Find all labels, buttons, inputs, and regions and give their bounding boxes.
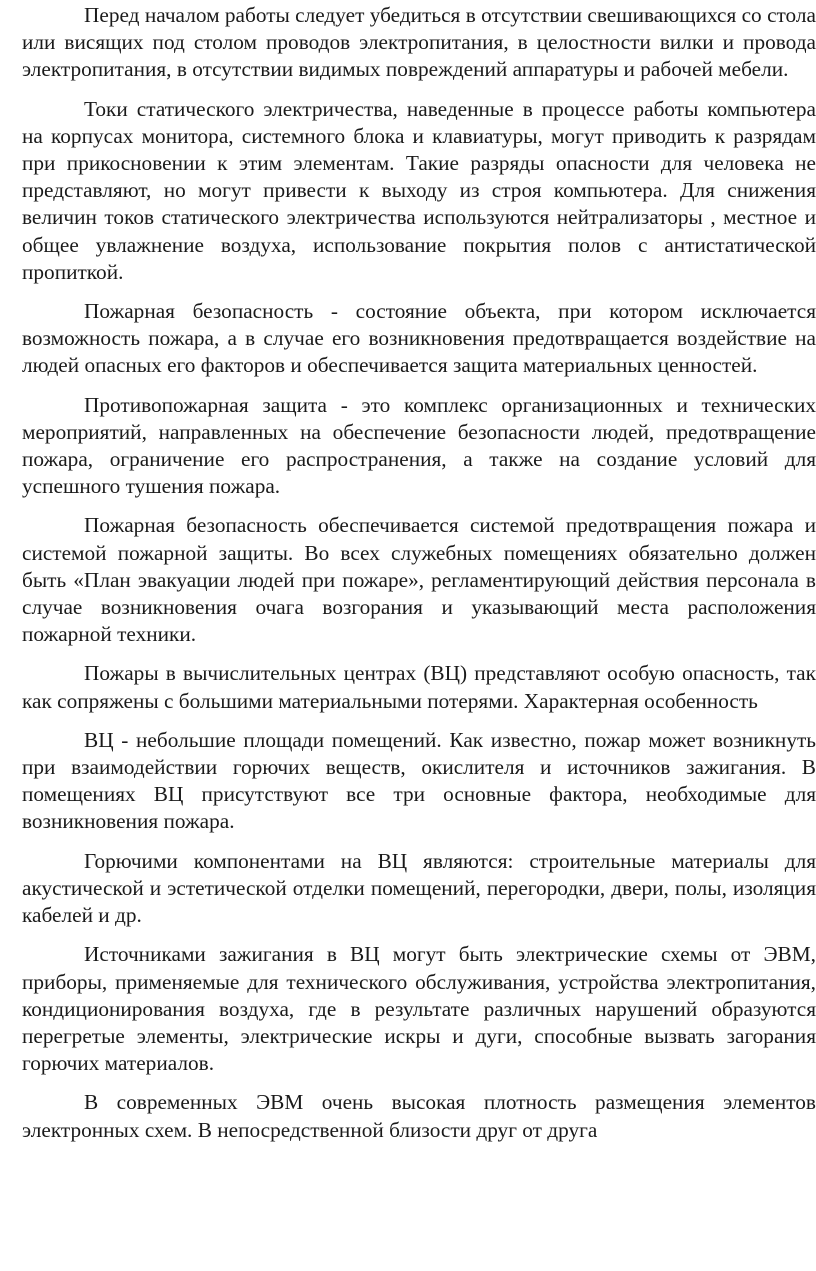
paragraph-component-density: В современных ЭВМ очень высокая плотность размещения элементов электронных схем. В непосредственной близости друг от друга	[22, 1090, 816, 1142]
paragraph-static-electricity: Токи статического электричества, наведенные в процессе работы компьютера на корпусах монитора, системного блока и клавиатуры, могут приводить к разрядам при прикосновении к этим элементам. Такие разряды опасности для человека не представляют, но могут привести к выходу из строя компьютера. Для снижения величин токов статического электричества используются нейтрализаторы , местное и общее увлажнение воздуха, использование покрытия полов с антистатической пропиткой.	[22, 96, 816, 284]
paragraph-fire-safety-definition: Пожарная безопасность - состояние объекта, при котором исключается возможность пожара, а в случае его возникновения предотвращается воздействие на людей опасных его факторов и обеспечивается защита материальных ценностей.	[22, 299, 816, 378]
paragraph-small-premises: ВЦ - небольшие площади помещений. Как известно, пожар может возникнуть при взаимодействии горючих веществ, окислителя и источников зажигания. В помещениях ВЦ присутствуют все три основные фактора, необходимые для возникновения пожара.	[22, 727, 816, 834]
paragraph-power-cables-check: Перед началом работы следует убедиться в отсутствии свешивающихся со стола или висящих под столом проводов электропитания, в целостности вилки и провода электропитания, в отсутствии видимых повреждений аппаратуры и рабочей мебели.	[22, 3, 816, 82]
paragraph-ignition-sources: Источниками зажигания в ВЦ могут быть электрические схемы от ЭВМ, приборы, применяемые для технического обслуживания, устройства электропитания, кондиционирования воздуха, где в результате различных нарушений образуются перегретые элементы, электрические искры и дуги, способные вызвать загорания горючих материалов.	[22, 942, 816, 1076]
paragraph-fire-protection: Противопожарная защита - это комплекс организационных и технических мероприятий, направленных на обеспечение безопасности людей, предотвращение пожара, ограничение его распространения, а также на создание условий для успешного тушения пожара.	[22, 392, 816, 499]
paragraph-combustible-components: Горючими компонентами на ВЦ являются: строительные материалы для акустической и эстетической отделки помещений, перегородки, двери, полы, изоляция кабелей и др.	[22, 848, 816, 928]
document-page	[22, 2, 816, 1156]
paragraph-computing-center-fires: Пожары в вычислительных центрах (ВЦ) представляют особую опасность, так как сопряжены с большими материальными потерями. Характерная особенность	[22, 661, 816, 713]
paragraph-evacuation-plan: Пожарная безопасность обеспечивается системой предотвращения пожара и системой пожарной защиты. Во всех служебных помещениях обязательно должен быть «План эвакуации людей при пожаре», регламентирующий действия персонала в случае возникновения очага возгорания и указывающий места расположения пожарной техники.	[22, 513, 816, 647]
